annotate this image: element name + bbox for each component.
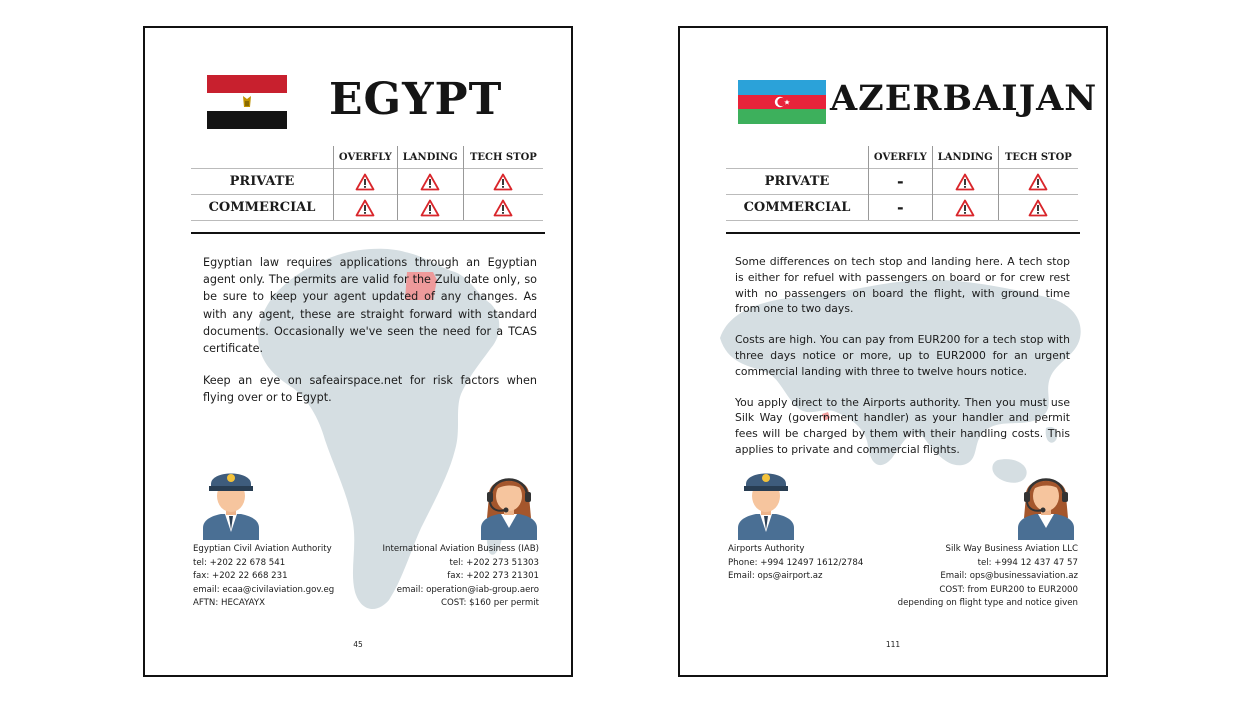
egypt-flag bbox=[207, 75, 287, 129]
warning-icon bbox=[998, 195, 1078, 221]
page-number: 111 bbox=[885, 640, 901, 649]
page-number: 45 bbox=[353, 640, 363, 649]
header-landing: LANDING bbox=[932, 146, 998, 169]
row-commercial bbox=[726, 195, 1078, 221]
permit-table bbox=[191, 146, 543, 221]
cell-value: - bbox=[869, 195, 933, 221]
contact-right bbox=[898, 543, 1078, 611]
warning-icon bbox=[463, 169, 543, 195]
country-title: EGYPT bbox=[329, 74, 503, 125]
country-title: AZERBAIJAN bbox=[830, 78, 1098, 119]
warning-icon bbox=[334, 169, 398, 195]
paragraph: You apply direct to the Airports authority. Then you must use Silk Way (government handler) as your handler and permit fees will be charged by them with their handling costs. This applies to private and commercial flights. bbox=[735, 395, 1070, 456]
contact-line: depending on flight type and notice given bbox=[897, 598, 1078, 609]
warning-icon bbox=[932, 195, 998, 221]
contact-line: fax: +202 22 668 231 bbox=[193, 571, 288, 582]
body-text bbox=[203, 254, 537, 422]
contact-line: COST: from EUR200 to EUR2000 bbox=[939, 584, 1078, 595]
header-landing: LANDING bbox=[397, 146, 463, 169]
header-overfly: OVERFLY bbox=[869, 146, 933, 169]
contact-line: Email: ops@airport.az bbox=[728, 571, 823, 582]
contact-right bbox=[382, 543, 539, 611]
warning-icon bbox=[334, 195, 398, 221]
header-tech-stop: TECH STOP bbox=[463, 146, 543, 169]
divider bbox=[191, 232, 545, 234]
contact-left bbox=[193, 543, 334, 611]
contact-line: Egyptian Civil Aviation Authority bbox=[193, 544, 332, 554]
contact-line: email: operation@iab-group.aero bbox=[396, 584, 539, 595]
row-label-private: PRIVATE bbox=[191, 169, 334, 195]
contact-line: email: ecaa@civilaviation.gov.eg bbox=[193, 584, 335, 595]
headset-agent-icon bbox=[1014, 466, 1078, 540]
paragraph: Keep an eye on safeairspace.net for risk factors when flying over or to Egypt. bbox=[203, 374, 537, 405]
contact-line: fax: +202 273 21301 bbox=[447, 571, 539, 582]
headset-agent-icon bbox=[477, 466, 541, 540]
contact-line: Airports Authority bbox=[728, 544, 805, 554]
header-overfly: OVERFLY bbox=[334, 146, 398, 169]
warning-icon bbox=[998, 169, 1078, 195]
contact-line: tel: +994 12 437 47 57 bbox=[977, 557, 1078, 568]
paragraph: Costs are high. You can pay from EUR200 for a tech stop with three days notice or more, up to EUR2000 for an urgent commercial landing with three to twelve hours notice. bbox=[735, 333, 1070, 378]
row-label-private: PRIVATE bbox=[726, 169, 869, 195]
page-egypt bbox=[143, 26, 573, 677]
warning-icon bbox=[463, 195, 543, 221]
azerbaijan-flag bbox=[738, 80, 826, 124]
paragraph: Egyptian law requires applications through an Egyptian agent only. The permits are valid for the Zulu date only, so be sure to keep your agent updated of any changes. As with any agent, these are straight forward with standard documents. Occasionally we've seen the need for a TCAS certificate. bbox=[203, 256, 537, 356]
page-azerbaijan bbox=[678, 26, 1108, 677]
row-private bbox=[191, 169, 543, 195]
contact-line: Silk Way Business Aviation LLC bbox=[945, 544, 1078, 554]
contact-line: International Aviation Business (IAB) bbox=[382, 544, 539, 554]
contact-line: tel: +202 273 51303 bbox=[449, 557, 539, 568]
pilot-officer-icon bbox=[199, 466, 263, 540]
contact-left bbox=[728, 543, 863, 584]
body-text bbox=[735, 254, 1070, 473]
paragraph: Some differences on tech stop and landing here. A tech stop is either for refuel with passengers on board or for crew rest with no passengers on board the flight, with ground time from one to two days. bbox=[735, 255, 1070, 316]
pilot-officer-icon bbox=[734, 466, 798, 540]
contact-line: AFTN: HECAYAYX bbox=[193, 598, 266, 609]
row-commercial bbox=[191, 195, 543, 221]
contact-line: Email: ops@businessaviation.az bbox=[940, 571, 1078, 582]
row-private bbox=[726, 169, 1078, 195]
warning-icon bbox=[397, 195, 463, 221]
contact-line: Phone: +994 12497 1612/2784 bbox=[728, 557, 864, 568]
warning-icon bbox=[932, 169, 998, 195]
header-tech-stop: TECH STOP bbox=[998, 146, 1078, 169]
warning-icon bbox=[397, 169, 463, 195]
row-label-commercial: COMMERCIAL bbox=[191, 195, 334, 221]
divider bbox=[726, 232, 1080, 234]
row-label-commercial: COMMERCIAL bbox=[726, 195, 869, 221]
contact-line: COST: $160 per permit bbox=[440, 598, 539, 609]
cell-value: - bbox=[869, 169, 933, 195]
permit-table bbox=[726, 146, 1078, 221]
contact-line: tel: +202 22 678 541 bbox=[193, 557, 286, 568]
